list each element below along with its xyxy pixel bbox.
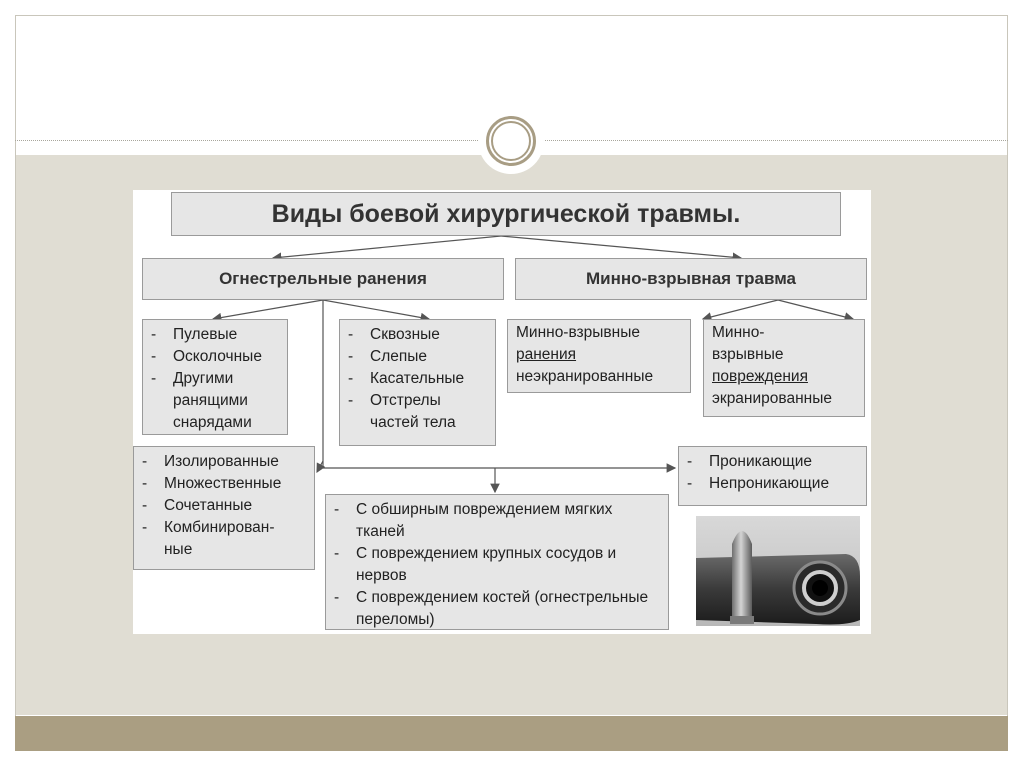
list-item: - Комбинирован-ные — [142, 517, 284, 561]
arrow-mine-to-unshielded — [703, 300, 778, 319]
text-line: повреждения — [712, 368, 808, 385]
diagram-title: Виды боевой хирургической травмы. — [171, 192, 841, 236]
penetration-box — [678, 446, 867, 506]
arrow-title-to-gunshot — [273, 236, 501, 258]
arrow-gunshot-to-channel — [323, 300, 429, 319]
footer-bar — [15, 716, 1008, 751]
category-gunshot: Огнестрельные ранения — [142, 258, 504, 300]
trauma-diagram — [133, 190, 871, 634]
damage-box — [325, 494, 669, 630]
text-line: Минно- — [712, 324, 765, 341]
list-item: - Непроникающие — [687, 473, 860, 495]
text-line: Минно-взрывные — [516, 324, 640, 341]
projectile-box — [142, 319, 288, 435]
pistol-barrel-and-bullet-photo — [696, 516, 860, 626]
list-item: - Пулевые — [151, 324, 281, 346]
list-item: - С обширным повреждением мягких тканей — [334, 499, 662, 543]
list-item: - С повреждением костей (огнестрельные переломы) — [334, 587, 662, 631]
list-item: - Осколочные — [151, 346, 281, 368]
text-line: экранированные — [712, 390, 832, 407]
list-item: - Отстрелы частей тела — [348, 390, 489, 434]
list-item: - Слепые — [348, 346, 489, 368]
mine-shielded-box — [703, 319, 865, 417]
arrow-to-count — [317, 461, 323, 472]
list-item: - Сквозные — [348, 324, 489, 346]
list-item: - Изолированные — [142, 451, 308, 473]
category-mine: Минно-взрывная травма — [515, 258, 867, 300]
arrow-mine-to-shielded — [778, 300, 853, 319]
text-line: ранения — [516, 346, 577, 363]
list-item: - Проникающие — [687, 451, 860, 473]
ornament-ring-inner — [491, 121, 531, 161]
arrow-title-to-mine — [501, 236, 741, 258]
mine-unshielded-box — [507, 319, 691, 393]
list-item: - Касательные — [348, 368, 489, 390]
text-line: неэкранированные — [516, 368, 654, 385]
list-item: - Другими ранящими снарядами — [151, 368, 281, 434]
channel-box — [339, 319, 496, 446]
count-box — [133, 446, 315, 570]
arrow-gunshot-to-projectile — [213, 300, 323, 319]
list-item: - С повреждением крупных сосудов и нервов — [334, 543, 662, 587]
text-line: взрывные — [712, 346, 784, 363]
list-item: - Множественные — [142, 473, 308, 495]
list-item: - Сочетанные — [142, 495, 308, 517]
